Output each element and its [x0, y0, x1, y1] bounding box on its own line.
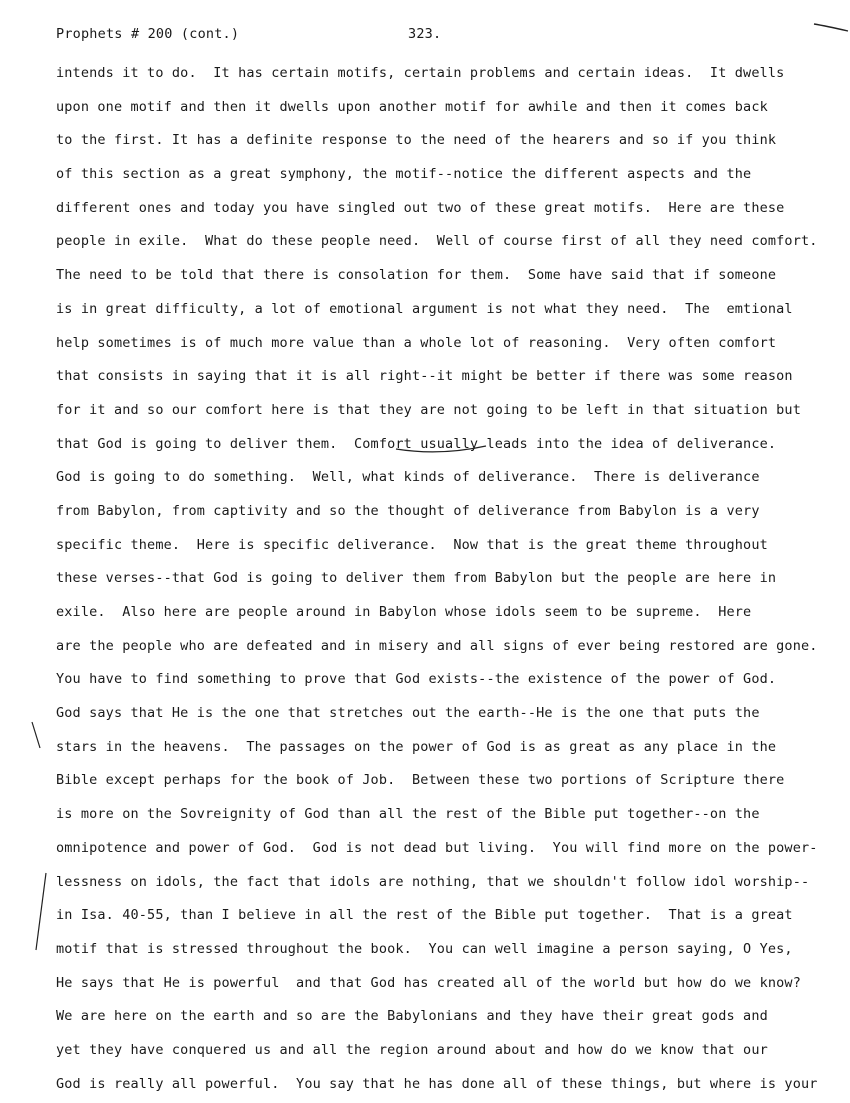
- text-line: We are here on the earth and so are the Babylonians and they have their great gods and: [56, 1008, 768, 1025]
- text-line: are the people who are defeated and in misery and all signs of ever being restored are gone.: [56, 637, 818, 654]
- text-line: that God is going to deliver them. Comfort usually leads into the idea of deliverance.: [56, 435, 777, 452]
- page-number: 323.: [408, 26, 442, 42]
- text-line: You have to find something to prove that God exists--the existence of the power of God.: [56, 671, 777, 688]
- text-line: lessness on idols, the fact that idols are nothing, that we shouldn't follow idol worship--: [56, 873, 810, 890]
- text-line: people in exile. What do these people need. Well of course first of all they need comfort.: [56, 233, 818, 250]
- body-text: [56, 57, 836, 1101]
- text-line: these verses--that God is going to deliver them from Babylon but the people are here in: [56, 570, 777, 587]
- page-header: [56, 26, 816, 48]
- text-line: in Isa. 40-55, than I believe in all the rest of the Bible put together. That is a great: [56, 907, 793, 924]
- text-line: from Babylon, from captivity and so the thought of deliverance from Babylon is a very: [56, 502, 760, 519]
- text-line: The need to be told that there is consolation for them. Some have said that if someone: [56, 267, 777, 284]
- text-line: different ones and today you have singled out two of these great motifs. Here are these: [56, 199, 785, 216]
- text-line: omnipotence and power of God. God is not dead but living. You will find more on the power-: [56, 839, 818, 856]
- text-line: is in great difficulty, a lot of emotional argument is not what they need. The emtional: [56, 300, 793, 317]
- text-line: help sometimes is of much more value than a whole lot of reasoning. Very often comfort: [56, 334, 777, 351]
- corner-pen-mark: [812, 20, 850, 34]
- text-line: to the first. It has a definite response to the need of the hearers and so if you think: [56, 132, 777, 149]
- text-line: is more on the Sovreignity of God than all the rest of the Bible put together--on the: [56, 806, 760, 823]
- document-title: Prophets # 200 (cont.): [56, 26, 240, 42]
- margin-tick-mark: [32, 722, 40, 748]
- text-line: intends it to do. It has certain motifs, certain problems and certain ideas. It dwells: [56, 65, 785, 81]
- text-line: upon one motif and then it dwells upon another motif for awhile and then it comes back: [56, 98, 768, 115]
- text-line: of this section as a great symphony, the motif--notice the different aspects and the: [56, 166, 752, 183]
- text-line: He says that He is powerful and that God has created all of the world but how do we know?: [56, 974, 801, 991]
- text-line: stars in the heavens. The passages on the power of God is as great as any place in the: [56, 738, 777, 755]
- text-line: God is going to do something. Well, what kinds of deliverance. There is deliverance: [56, 469, 760, 486]
- text-line: specific theme. Here is specific deliverance. Now that is the great theme throughout: [56, 536, 768, 553]
- text-line: that consists in saying that it is all right--it might be better if there was some reason: [56, 368, 793, 385]
- text-line: for it and so our comfort here is that they are not going to be left in that situation but: [56, 401, 801, 418]
- margin-bracket-mark: [36, 873, 46, 950]
- text-line: yet they have conquered us and all the region around about and how do we know that our: [56, 1041, 768, 1058]
- text-line: God is really all powerful. You say that he has done all of these things, but where is your: [56, 1075, 818, 1092]
- text-line: exile. Also here are people around in Babylon whose idols seem to be supreme. Here: [56, 604, 752, 620]
- text-line: God says that He is the one that stretches out the earth--He is the one that puts the: [56, 705, 760, 722]
- text-line: motif that is stressed throughout the book. You can well imagine a person saying, O Yes,: [56, 940, 793, 957]
- text-line: Bible except perhaps for the book of Job. Between these two portions of Scripture there: [56, 772, 785, 789]
